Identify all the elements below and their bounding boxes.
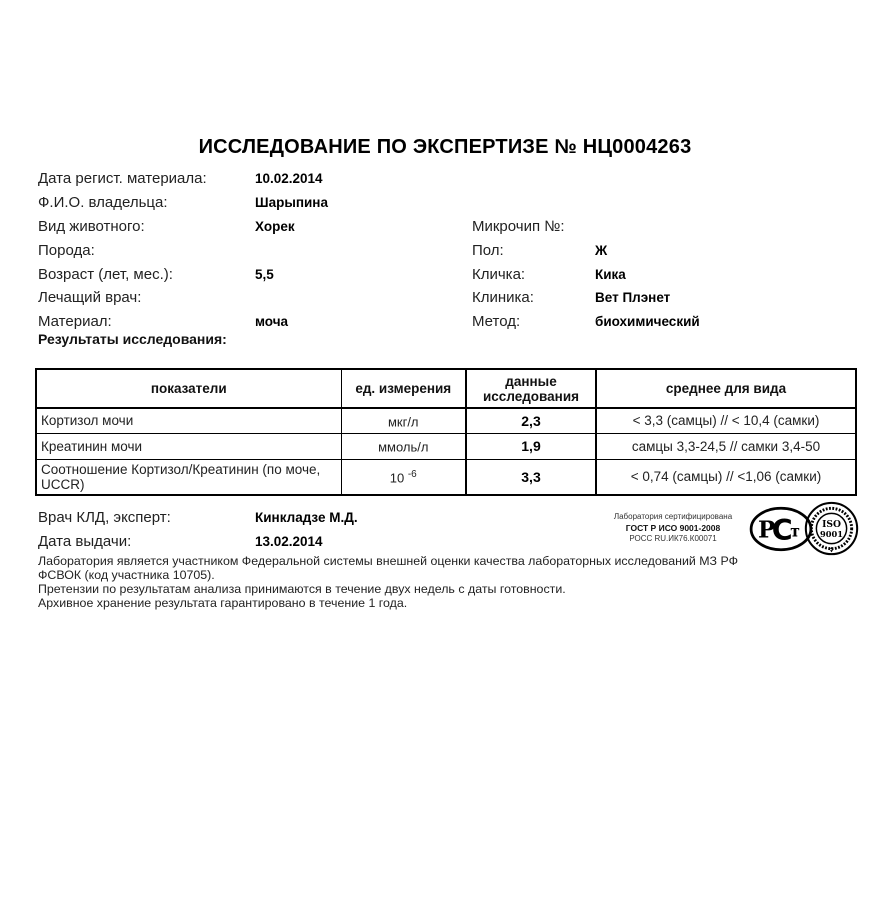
results-section-heading: Результаты исследования: [38,331,227,347]
note-line: Лаборатория является участником Федеральной системы внешней оценки качества лабораторных исследований МЗ РФ [38,554,739,568]
indicator-value: 3,3 [466,459,596,495]
note-line: Претензии по результатам анализа принимаются в течение двух недель с даты готовности. [38,582,566,596]
certification-number: РОСС RU.ИК76.К00071 [629,534,717,544]
field-value-issue-date: 13.02.2014 [255,533,323,549]
field-value-sex: Ж [595,242,608,258]
indicator-name: Кортизол мочи [36,408,341,433]
results-table [35,368,857,496]
field-label-sex: Пол: [472,241,504,259]
unit-superscript: -6 [407,468,417,480]
indicator-name: Креатинин мочи [36,433,341,459]
indicator-name: Соотношение Кортизол/Креатинин (по моче, UCCR) [36,459,341,495]
field-label-age: Возраст (лет, мес.): [38,265,173,283]
indicator-unit [341,459,466,495]
svg-text:Р: Р [758,516,776,544]
svg-text:C: C [771,514,793,548]
field-value-material: моча [255,314,289,330]
note-line: Архивное хранение результата гарантировано в течение 1 года. [38,596,408,610]
field-label-owner-name: Ф.И.О. владельца: [38,194,168,212]
field-label-animal-species: Вид животного: [38,217,145,235]
unit-text: ммоль/л [378,439,429,455]
field-label-method: Метод: [472,313,521,331]
field-label-clinic: Клиника: [472,289,534,307]
document-title: ИССЛЕДОВАНИЕ ПО ЭКСПЕРТИЗЕ № НЦ0004263 [198,136,692,158]
svg-text:9001: 9001 [820,528,843,539]
field-label-registration-date: Дата регист. материала: [38,170,207,188]
legal-notes [38,554,848,610]
column-header-species-average: среднее для вида [596,369,856,408]
patient-info-section [38,167,860,334]
note-line: ФСВОК (код участника 10705). [38,568,215,582]
indicator-norm: самцы 3,3-24,5 // самки 3,4-50 [596,433,856,459]
unit-text: 10 [389,469,408,485]
certification-standard: ГОСТ Р ИСО 9001-2008 [625,522,721,533]
field-value-owner-name: Шарыпина [255,195,328,211]
table-row-uccr-ratio [36,459,856,495]
indicator-unit [341,408,466,433]
field-value-clinic: Вет Плэнет [595,290,671,306]
unit-text: мкг/л [387,413,419,429]
certification-text-block [598,512,748,545]
field-label-attending-vet: Лечащий врач: [38,289,142,307]
field-value-registration-date: 10.02.2014 [255,171,323,187]
field-label-doctor: Врач КЛД, эксперт: [38,509,171,527]
field-label-breed: Порода: [38,241,95,259]
indicator-norm: < 3,3 (самцы) // < 10,4 (самки) [596,408,856,433]
indicator-norm: < 0,74 (самцы) // <1,06 (самки) [596,459,856,495]
indicator-value: 2,3 [466,408,596,433]
column-header-indicators: показатели [36,369,341,408]
indicator-unit [341,433,466,459]
svg-text:т: т [790,521,800,541]
table-row-creatinine [36,433,856,459]
table-row-cortisol [36,408,856,433]
certification-line: Лаборатория сертифицирована [613,512,733,521]
svg-text:ISO: ISO [822,519,841,531]
field-value-animal-species: Хорек [255,218,295,234]
table-header-row [36,369,856,408]
field-value-age: 5,5 [255,266,274,282]
field-label-pet-name: Кличка: [472,265,526,283]
field-label-microchip: Микрочип №: [472,217,565,235]
field-label-material: Материал: [38,313,112,331]
signoff-section [38,506,598,553]
column-header-study-data: данные исследования [466,369,596,408]
indicator-value: 1,9 [466,433,596,459]
field-value-doctor: Кинкладзе М.Д. [255,510,358,526]
column-header-units: ед. измерения [341,369,466,408]
field-value-method: биохимический [595,314,700,330]
field-label-issue-date: Дата выдачи: [38,532,132,550]
iso-9001-stamp-icon [804,501,859,556]
field-value-pet-name: Кика [595,266,626,282]
